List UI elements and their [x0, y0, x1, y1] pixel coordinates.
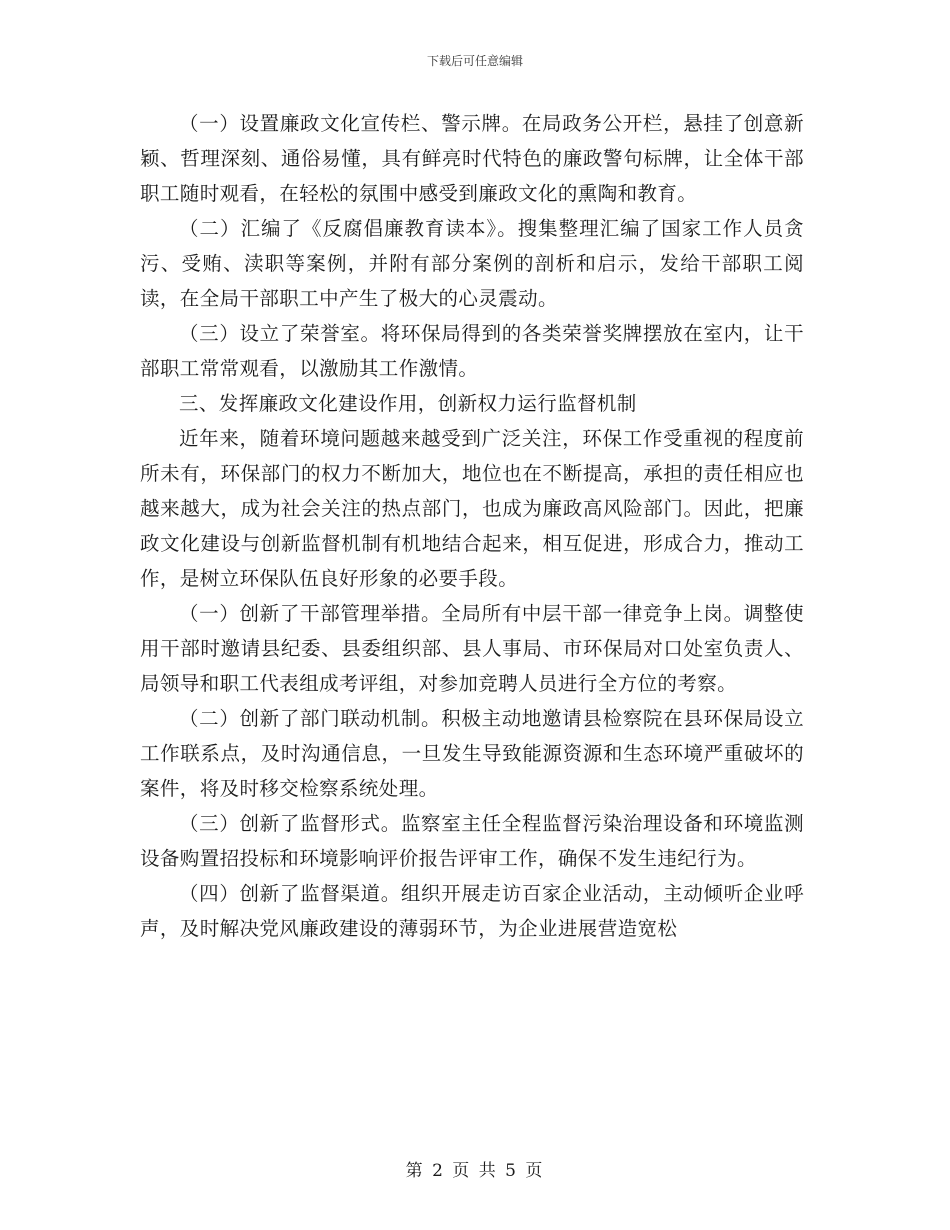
- paragraph-8: （三）创新了监督形式。监察室主任全程监督污染治理设备和环境监测设备购置招投标和环境影响评价报告评审工作，确保不发生违纪行为。: [140, 812, 804, 870]
- body-text: [140, 106, 804, 946]
- paragraph-1: （一）设置廉政文化宣传栏、警示牌。在局政务公开栏，悬挂了创意新颖、哲理深刻、通俗易懂，具有鲜亮时代特色的廉政警句标牌，让全体干部职工随时观看，在轻松的氛围中感受到廉政文化的熏陶和教育。: [140, 112, 804, 205]
- page-number: 第 2 页 共 5 页: [405, 1161, 545, 1181]
- paragraph-3: （三）设立了荣誉室。将环保局得到的各类荣誉奖牌摆放在室内，让干部职工常常观看，以激励其工作激情。: [140, 322, 804, 380]
- paragraph-9: （四）创新了监督渠道。组织开展走访百家企业活动，主动倾听企业呼声，及时解决党风廉政建设的薄弱环节，为企业进展营造宽松: [140, 882, 804, 940]
- section-heading-3: 三、发挥廉政文化建设作用，创新权力运行监督机制: [179, 392, 637, 415]
- header-note: 下载后可任意编辑: [426, 54, 523, 68]
- paragraph-2: （二）汇编了《反腐倡廉教育读本》。搜集整理汇编了国家工作人员贪污、受贿、渎职等案例，并附有部分案例的剖析和启示，发给干部职工阅读，在全局干部职工中产生了极大的心灵震动。: [140, 217, 804, 310]
- paragraph-5: 近年来，随着环境问题越来越受到广泛关注，环保工作受重视的程度前所未有，环保部门的权力不断加大，地位也在不断提高，承担的责任相应也越来越大，成为社会关注的热点部门，也成为廉政高风险部门。因此，把廉政文化建设与创新监督机制有机地结合起来，相互促进，形成合力，推动工作，是树立环保队伍良好形象的必要手段。: [140, 427, 804, 590]
- paragraph-7: （二）创新了部门联动机制。积极主动地邀请县检察院在县环保局设立工作联系点，及时沟通信息，一旦发生导致能源资源和生态环境严重破坏的案件，将及时移交检察系统处理。: [140, 707, 804, 800]
- paragraph-6: （一）创新了干部管理举措。全局所有中层干部一律竞争上岗。调整使用干部时邀请县纪委、县委组织部、县人事局、市环保局对口处室负责人、局领导和职工代表组成考评组，对参加竞聘人员进行全方位的考察。: [140, 602, 804, 695]
